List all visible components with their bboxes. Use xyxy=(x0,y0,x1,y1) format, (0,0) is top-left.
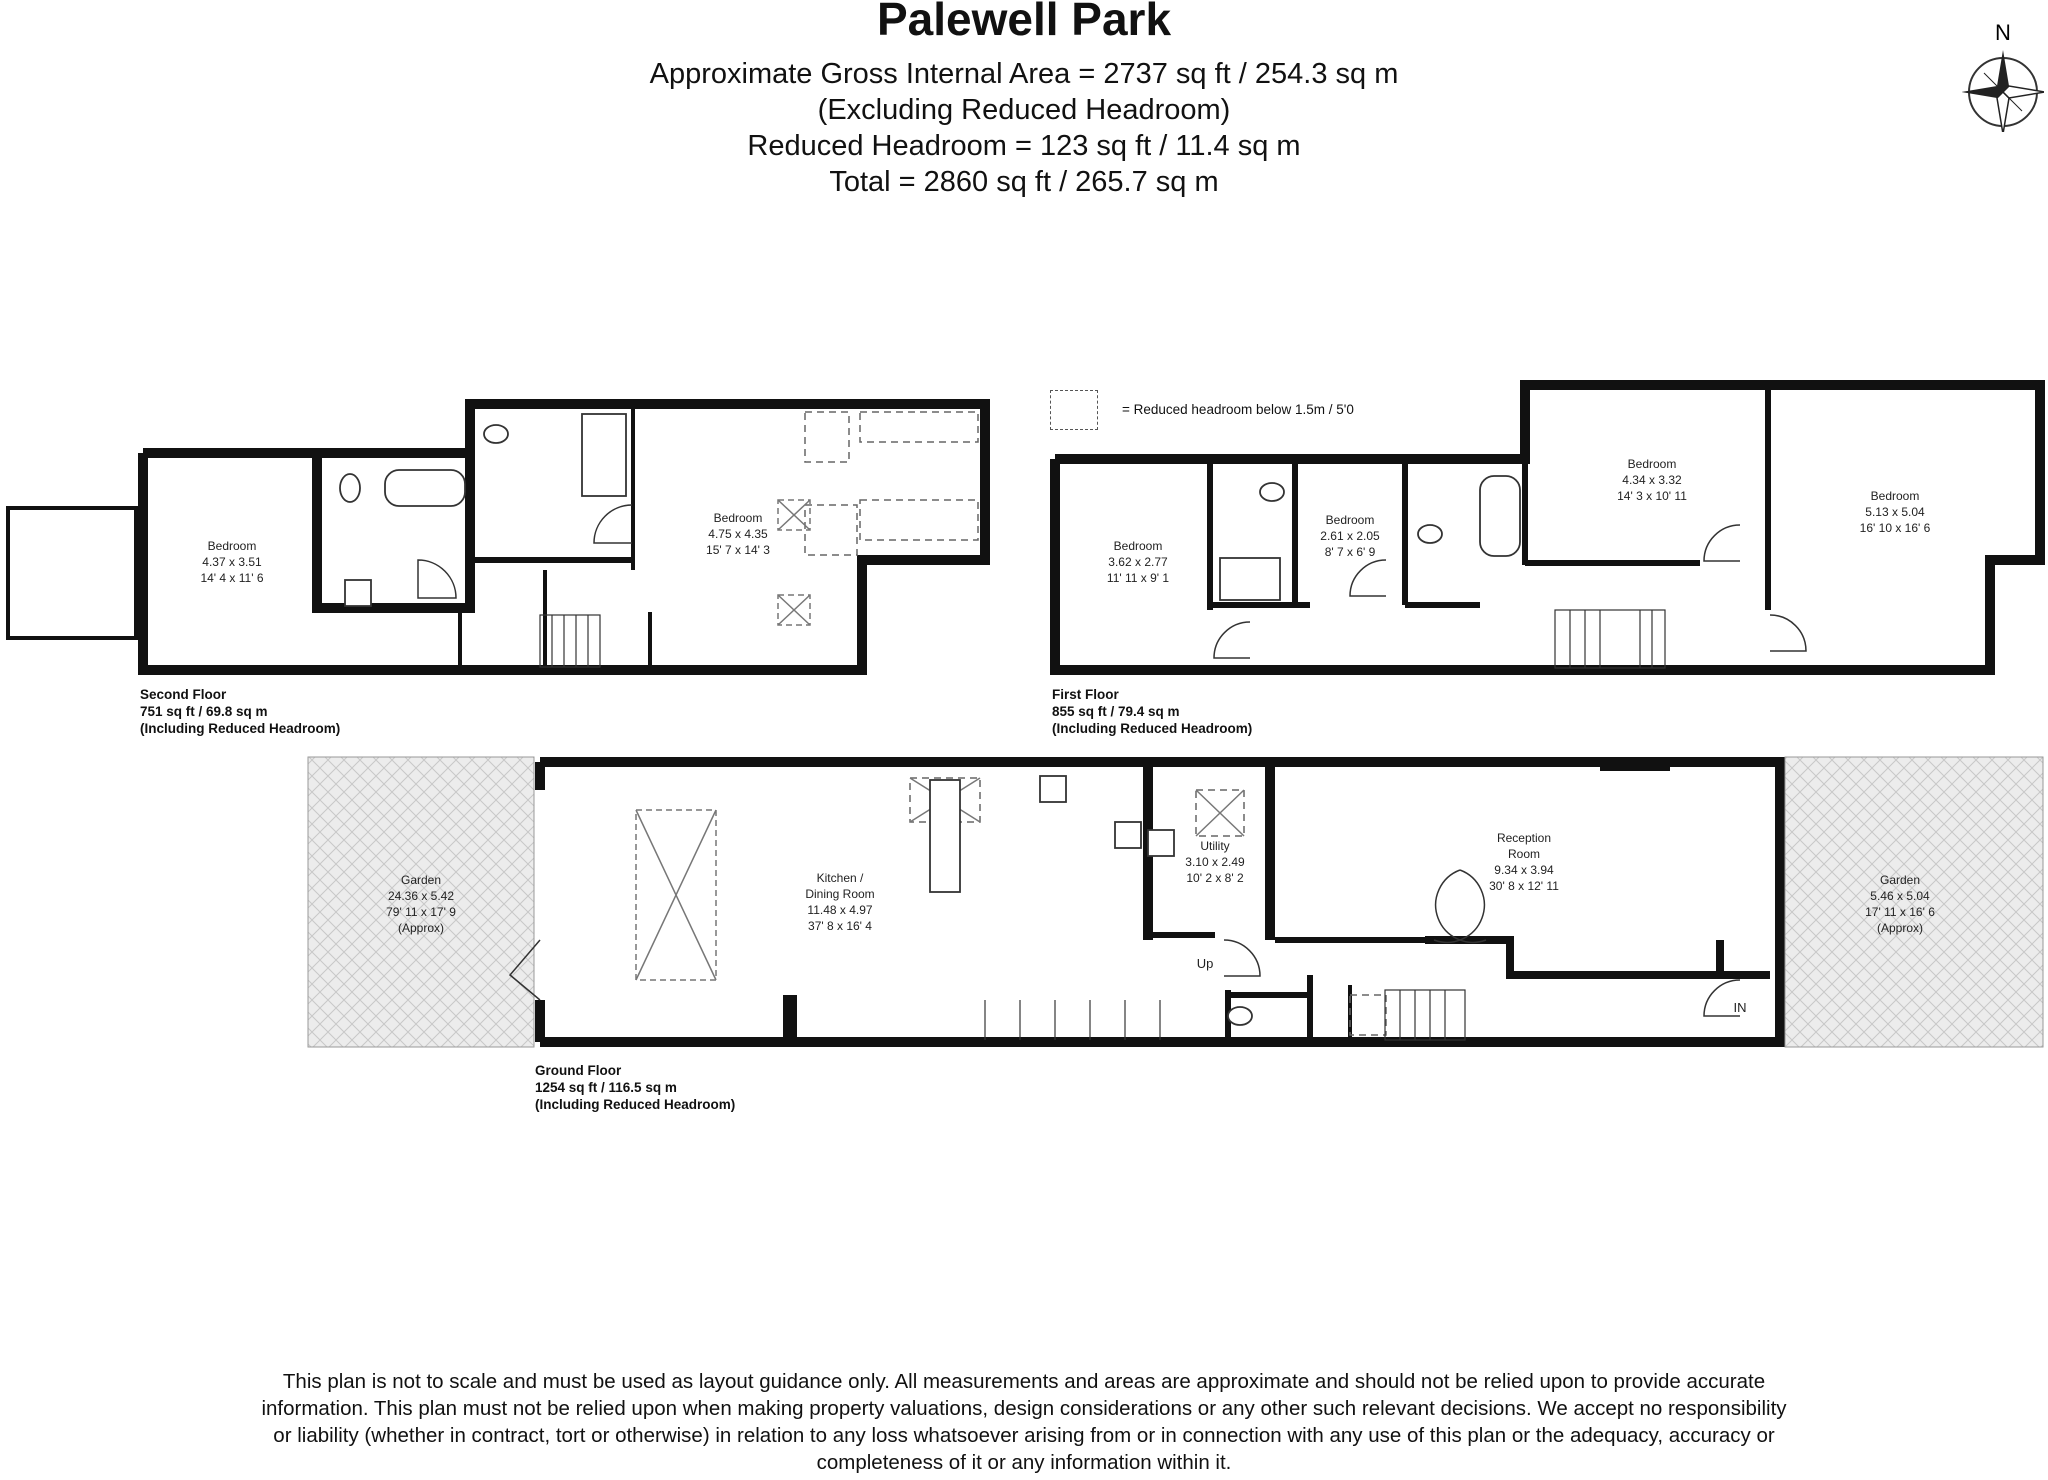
room-name: Dining Room xyxy=(805,887,875,901)
gross-area-line: Approximate Gross Internal Area = 2737 sq ft / 254.3 sq m xyxy=(649,58,1399,90)
disclaimer-text: This plan is not to scale and must be used as layout guidance only. All measurements and areas are approximate and should not be relied upon to provide accurate information. This plan must not be relied upon when making property valuations, design considerations or any other such relevant decisions. We accept no responsibility or liability (whether in contract, tort or otherwise) in relation to any loss whatsoever arising from or in connection with any use of this plan or the adequacy, accuracy or completeness of it or any information within it. xyxy=(261,1370,1787,1474)
floor-note: (Including Reduced Headroom) xyxy=(1052,721,1253,736)
total-area-line: Total = 2860 sq ft / 265.7 sq m xyxy=(829,166,1219,198)
room-imperial: 79' 11 x 17' 9 xyxy=(386,905,456,919)
second-floor-label xyxy=(140,686,340,737)
room-imperial: 37' 8 x 16' 4 xyxy=(808,919,872,933)
room-metric: 9.34 x 3.94 xyxy=(1494,863,1554,877)
room-metric: 4.34 x 3.32 xyxy=(1622,473,1682,487)
room-imperial: 15' 7 x 14' 3 xyxy=(706,543,770,557)
room-imperial: 8' 7 x 6' 9 xyxy=(1324,545,1376,559)
room-name: Kitchen / xyxy=(816,871,864,885)
room-name: Bedroom xyxy=(713,511,763,525)
room-metric: 3.10 x 2.49 xyxy=(1185,855,1245,869)
room-metric: 24.36 x 5.42 xyxy=(387,889,455,903)
room-metric: 3.62 x 2.77 xyxy=(1108,555,1168,569)
second-floor-plan xyxy=(8,404,985,670)
plan-title: Palewell Park xyxy=(876,0,1172,45)
room-metric: 5.46 x 5.04 xyxy=(1870,889,1930,903)
room-imperial: 14' 3 x 10' 11 xyxy=(1617,489,1687,503)
compass-north-label: N xyxy=(1995,22,2011,45)
room-name: Bedroom xyxy=(207,539,257,553)
room-name: Reception xyxy=(1496,831,1552,845)
room-metric: 4.37 x 3.51 xyxy=(202,555,262,569)
room-imperial: 14' 4 x 11' 6 xyxy=(200,571,264,585)
room-name: Bedroom xyxy=(1113,539,1163,553)
reduced-headroom-legend-text: = Reduced headroom below 1.5m / 5'0 xyxy=(1122,402,1354,417)
room-name: Garden xyxy=(1879,873,1921,887)
entrance-marker: IN xyxy=(1733,1000,1747,1015)
floor-name: First Floor xyxy=(1052,687,1119,702)
ground-floor-label xyxy=(535,1062,735,1113)
first-floor-label xyxy=(1052,686,1252,737)
room-imperial: 10' 2 x 8' 2 xyxy=(1186,871,1244,885)
floor-area: 751 sq ft / 69.8 sq m xyxy=(140,704,268,719)
room-imperial: 30' 8 x 12' 11 xyxy=(1489,879,1559,893)
room-name: Bedroom xyxy=(1627,457,1677,471)
floor-note: (Including Reduced Headroom) xyxy=(140,721,341,736)
room-metric: 4.75 x 4.35 xyxy=(708,527,768,541)
floor-area: 855 sq ft / 79.4 sq m xyxy=(1052,704,1180,719)
room-imperial: 11' 11 x 9' 1 xyxy=(1106,571,1170,585)
room-imperial: 16' 10 x 16' 6 xyxy=(1859,521,1931,535)
room-note: (Approx) xyxy=(1876,921,1924,935)
room-metric: 11.48 x 4.97 xyxy=(807,903,873,917)
room-name: Bedroom xyxy=(1870,489,1920,503)
floor-name: Ground Floor xyxy=(535,1063,622,1078)
room-metric: 2.61 x 2.05 xyxy=(1320,529,1380,543)
room-metric: 5.13 x 5.04 xyxy=(1865,505,1925,519)
reduced-headroom-line: Reduced Headroom = 123 sq ft / 11.4 sq m xyxy=(747,130,1301,162)
room-imperial: 17' 11 x 16' 6 xyxy=(1865,905,1935,919)
floor-area: 1254 sq ft / 116.5 sq m xyxy=(535,1080,677,1095)
room-note: (Approx) xyxy=(397,921,445,935)
floor-name: Second Floor xyxy=(140,687,227,702)
room-name: Utility xyxy=(1200,839,1230,853)
stairs-up-marker: Up xyxy=(1196,956,1214,971)
room-name: Garden xyxy=(400,873,442,887)
room-name: Bedroom xyxy=(1325,513,1375,527)
floor-note: (Including Reduced Headroom) xyxy=(535,1097,736,1112)
excluding-note: (Excluding Reduced Headroom) xyxy=(817,94,1231,126)
room-name: Room xyxy=(1507,847,1541,861)
